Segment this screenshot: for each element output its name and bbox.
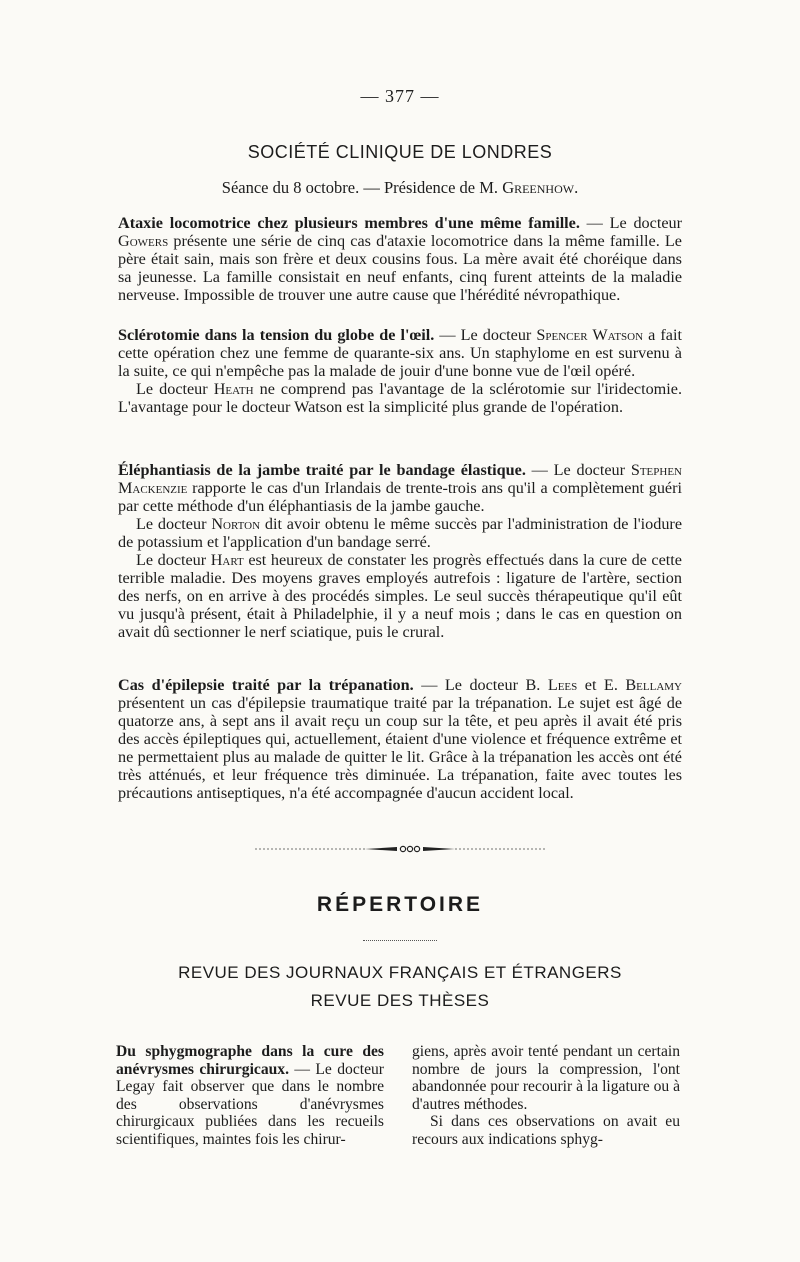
sclerotomie-title: Sclérotomie dans la tension du globe de l'œil. [118, 326, 435, 344]
sclerotomie-doctor-2: Heath [213, 380, 254, 398]
sclerotomie-doctor: Spencer Watson [536, 326, 644, 344]
elephantiasis-p3-b: est heureux de constater les progrès effectués dans la cure de cette terrible maladie. Des moyens graves employés autrefois : ligature de l'artère, section des nerfs, on en arrive à des procédés simples. Le seul succès thérapeutique qu'il eût vu jusqu'à présent, était à Philadelphie, il y a neuf mois ; dans le cas en question on avait dû sectionner le nerf sciatique, puis le crural. [118, 551, 682, 641]
epilepsie-dash: — Le docteur B. [413, 676, 548, 694]
sclerotomie-p2-a: Le docteur [136, 380, 214, 398]
section-epilepsie [118, 676, 682, 802]
section-sclerotomie [118, 326, 682, 416]
epilepsie-title: Cas d'épilepsie traité par la trépanation. [118, 676, 414, 694]
elephantiasis-title: Éléphantiasis de la jambe traité par le bandage élastique. [118, 461, 526, 479]
elephantiasis-doctor: Stephen Mackenzie [118, 461, 682, 497]
sphygmographe-right-p2: Si dans ces observations on avait eu recours aux indications sphyg- [412, 1113, 680, 1148]
section-elephantiasis [118, 461, 682, 641]
sphygmographe-title: Du sphygmographe dans la cure des anévrysmes chirurgicaux. [116, 1043, 384, 1078]
epilepsie-doctor-2: Bellamy [625, 676, 682, 694]
page-number: — 377 — [360, 86, 440, 106]
elephantiasis-p2-a: Le docteur [136, 515, 212, 533]
elephantiasis-dash: — Le docteur [525, 461, 631, 479]
ataxie-dash: — Le docteur [579, 214, 682, 232]
president-name: Greenhow [502, 178, 575, 197]
session-end: . [574, 178, 579, 197]
epilepsie-mid: et E. [577, 676, 626, 694]
column-right [412, 1043, 680, 1148]
elephantiasis-body: rapporte le cas d'un Irlandais de trente-trois ans qu'il a complètement guéri par cette méthode d'un éléphantiasis de la jambe gauche. [118, 479, 682, 515]
ornamental-divider [255, 844, 545, 854]
session-text: Séance du 8 octobre. — Présidence de M. [221, 178, 503, 197]
ataxie-body: présente une série de cinq cas d'ataxie locomotrice dans la même famille. Le père était sain, mais son frère et deux cousins fous. La mère avait été choréique dans sa jeunesse. La famille consistait en neuf enfants, cinq furent atteints de la maladie nerveuse. Impossible de trouver une autre cause que l'hérédité névropathique. [118, 232, 682, 304]
epilepsie-body: présentent un cas d'épilepsie traumatique traité par la trépanation. Le sujet est âgé de quatorze ans, à sept ans il avait reçu un coup sur la tête, et peu après il avait été pris des accès épileptiques qui, actuellement, étaient d'une violence et fréquence extrême et ne permettaient plus au malade de quitter le lit. Grâce à la trépanation les accès ont été très atténués, et leur fréquence très diminuée. La trépanation, faite avec toutes les précautions antiseptiques, n'a été accompagnée d'aucun accident local. [118, 694, 682, 802]
ataxie-title: Ataxie locomotrice chez plusieurs membres d'une même famille. [118, 214, 580, 232]
society-heading: SOCIÉTÉ CLINIQUE DE LONDRES [247, 142, 553, 162]
revue-heading-2: REVUE DES THÈSES [310, 991, 490, 1010]
epilepsie-doctor-1: Lees [547, 676, 578, 694]
sclerotomie-dash: — Le docteur [434, 326, 537, 344]
elephantiasis-doctor-3: Hart [210, 551, 244, 569]
column-left [116, 1043, 384, 1148]
ataxie-doctor: Gowers [118, 232, 169, 250]
sphygmographe-right-p1: giens, après avoir tenté pendant un certain nombre de jours la compression, l'ont abandonnée pour recourir à la ligature ou à d'autres méthodes. [412, 1043, 681, 1113]
sclerotomie-p2-b: ne comprend pas l'avantage de la sclérotomie sur l'iridectomie. L'avantage pour le docteur Watson est la simplicité plus grande de l'opération. [118, 380, 682, 416]
sphygmographe-left-body: — Le docteur Legay fait observer que dans le nombre des observations d'anévrysmes chirurgicaux publiées dans les recueils scientifiques, maintes fois les chirur- [116, 1060, 384, 1148]
section-ataxie [118, 214, 682, 304]
sclerotomie-body: a fait cette opération chez une femme de quarante-six ans. Un staphylome en est survenu à la suite, ce qui n'empêche pas la malade de jouir d'une bonne vue de l'œil opéré. [118, 326, 682, 380]
elephantiasis-p3-a: Le docteur [136, 551, 211, 569]
short-rule [363, 940, 437, 941]
elephantiasis-p2-b: dit avoir obtenu le même succès par l'administration de l'iodure de potassium et l'application d'un bandage serré. [118, 515, 682, 551]
repertoire-heading: RÉPERTOIRE [316, 893, 484, 916]
revue-heading-1: REVUE DES JOURNAUX FRANÇAIS ET ÉTRANGERS [178, 963, 622, 982]
session-line [0, 178, 800, 198]
elephantiasis-doctor-2: Norton [211, 515, 261, 533]
